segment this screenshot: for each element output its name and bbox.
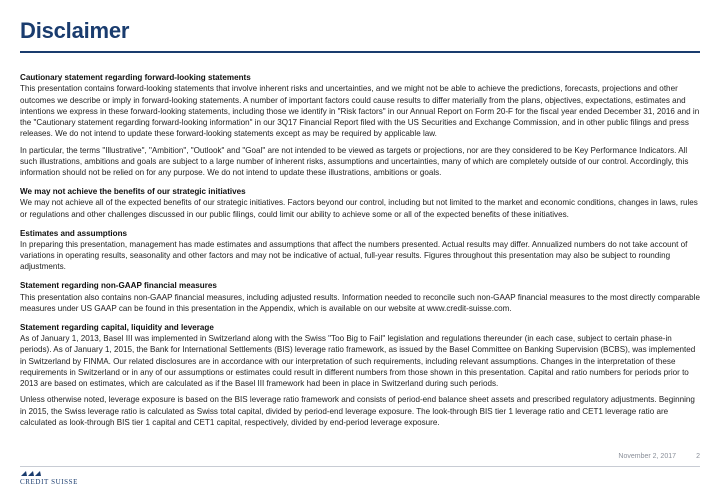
section-paragraph: As of January 1, 2013, Basel III was implemented in Switzerland along with the Swiss "Too Big to Fail" legislation and regulations thereunder (in each case, subject to certain phase-in periods). As of January 1, 2015, the Bank for International Settlements (BIS) leverage ratio framework, as issued by the Basel Committee on Banking Supervision (BCBS), was implemented in Switzerland by FINMA. Our related disclosures are in accordance with our interpretation of such requirements, including relevant assumptions. Changes in the interpretation of these requirements in Switzerland or in any of our assumptions or estimates could result in different numbers from those shown in this presentation. Capital and ratio numbers for periods prior to 2013 are based on estimates, which are calculated as if the Basel III framework had been in place in Switzerland during such periods.	[20, 333, 696, 389]
section-paragraph: This presentation contains forward-looking statements that involve inherent risks and uncertainties, and we might not be able to achieve the predictions, forecasts, projections and other outcomes we describe or imply in forward-looking statements. A number of important factors could cause results to differ materially from the plans, objectives, expectations, estimates and intentions we express in these forward-looking statements, including those we identify in "Risk factors" in our Annual Report on Form 20-F for the fiscal year ended December 31, 2016 and in the "Cautionary statement regarding forward-looking information" in our 3Q17 Financial Report filed with the US Securities and Exchange Commission, and in other public filings and press releases. We do not intend to update these forward-looking statements except as may be required by applicable law.	[20, 84, 700, 139]
logo-wordmark: CREDIT SUISSE	[20, 478, 79, 486]
section-capital-leverage	[20, 322, 702, 429]
page-number: 2	[696, 453, 700, 460]
section-heading: Cautionary statement regarding forward-looking statements	[20, 73, 251, 82]
credit-suisse-logo	[20, 470, 78, 486]
disclaimer-body	[20, 72, 702, 436]
title-divider	[20, 51, 700, 53]
section-heading: Statement regarding non-GAAP financial measures	[20, 281, 217, 291]
section-heading: We may not achieve the benefits of our strategic initiatives	[20, 187, 246, 197]
footer-date: November 2, 2017	[618, 453, 676, 460]
section-paragraph: In particular, the terms "Illustrative", "Ambition", "Outlook" and "Goal" are not intended to be viewed as targets or projections, nor are they considered to be Key Performance Indicators. All such illustrations, ambitions and goals are subject to a large number of inherent risks, assumptions and uncertainties, many of which are completely outside of our control. Accordingly, this information should not be relied on for any purpose. We do not intend to update these illustrations, ambitions or goals.	[20, 145, 689, 178]
footer-divider	[20, 466, 700, 467]
section-paragraph: This presentation also contains non-GAAP financial measures, including adjusted results. Information needed to reconcile such non-GAAP financial measures to the most directly comparable measures under US GAAP can be found in this presentation in the Appendix, which is available on our website at www.credit-suisse.com.	[20, 292, 700, 313]
section-strategic-initiatives	[20, 186, 702, 220]
sails-icon	[20, 470, 42, 477]
section-non-gaap	[20, 280, 702, 314]
section-paragraph: We may not achieve all of the expected benefits of our strategic initiatives. Factors beyond our control, including but not limited to the market and economic conditions, changes in laws, rules or regulations and other challenges discussed in our public filings, could limit our ability to achieve some or all of the expected benefits of these initiatives.	[20, 198, 698, 219]
section-paragraph: Unless otherwise noted, leverage exposure is based on the BIS leverage ratio framework and consists of period-end balance sheet assets and prescribed regulatory adjustments. Beginning in 2015, the Swiss leverage ratio is calculated as Swiss total capital, divided by period-end leverage exposure. The look-through BIS tier 1 leverage ratio and CET1 leverage ratio are calculated as look-through BIS tier 1 capital and CET1 capital, respectively, divided by end-period leverage exposure.	[20, 395, 695, 428]
section-heading: Estimates and assumptions	[20, 228, 128, 238]
section-estimates	[20, 228, 702, 273]
section-forward-looking	[20, 72, 702, 179]
section-paragraph: In preparing this presentation, management has made estimates and assumptions that affect the numbers presented. Actual results may differ. Annualized numbers do not take account of variations in operating results, seasonality and other factors and may not be indicative of actual, full-year results. Figures throughout this presentation may also be subject to rounding adjustments.	[20, 239, 688, 272]
page-title: Disclaimer	[20, 18, 130, 43]
section-heading: Statement regarding capital, liquidity and leverage	[20, 322, 214, 332]
